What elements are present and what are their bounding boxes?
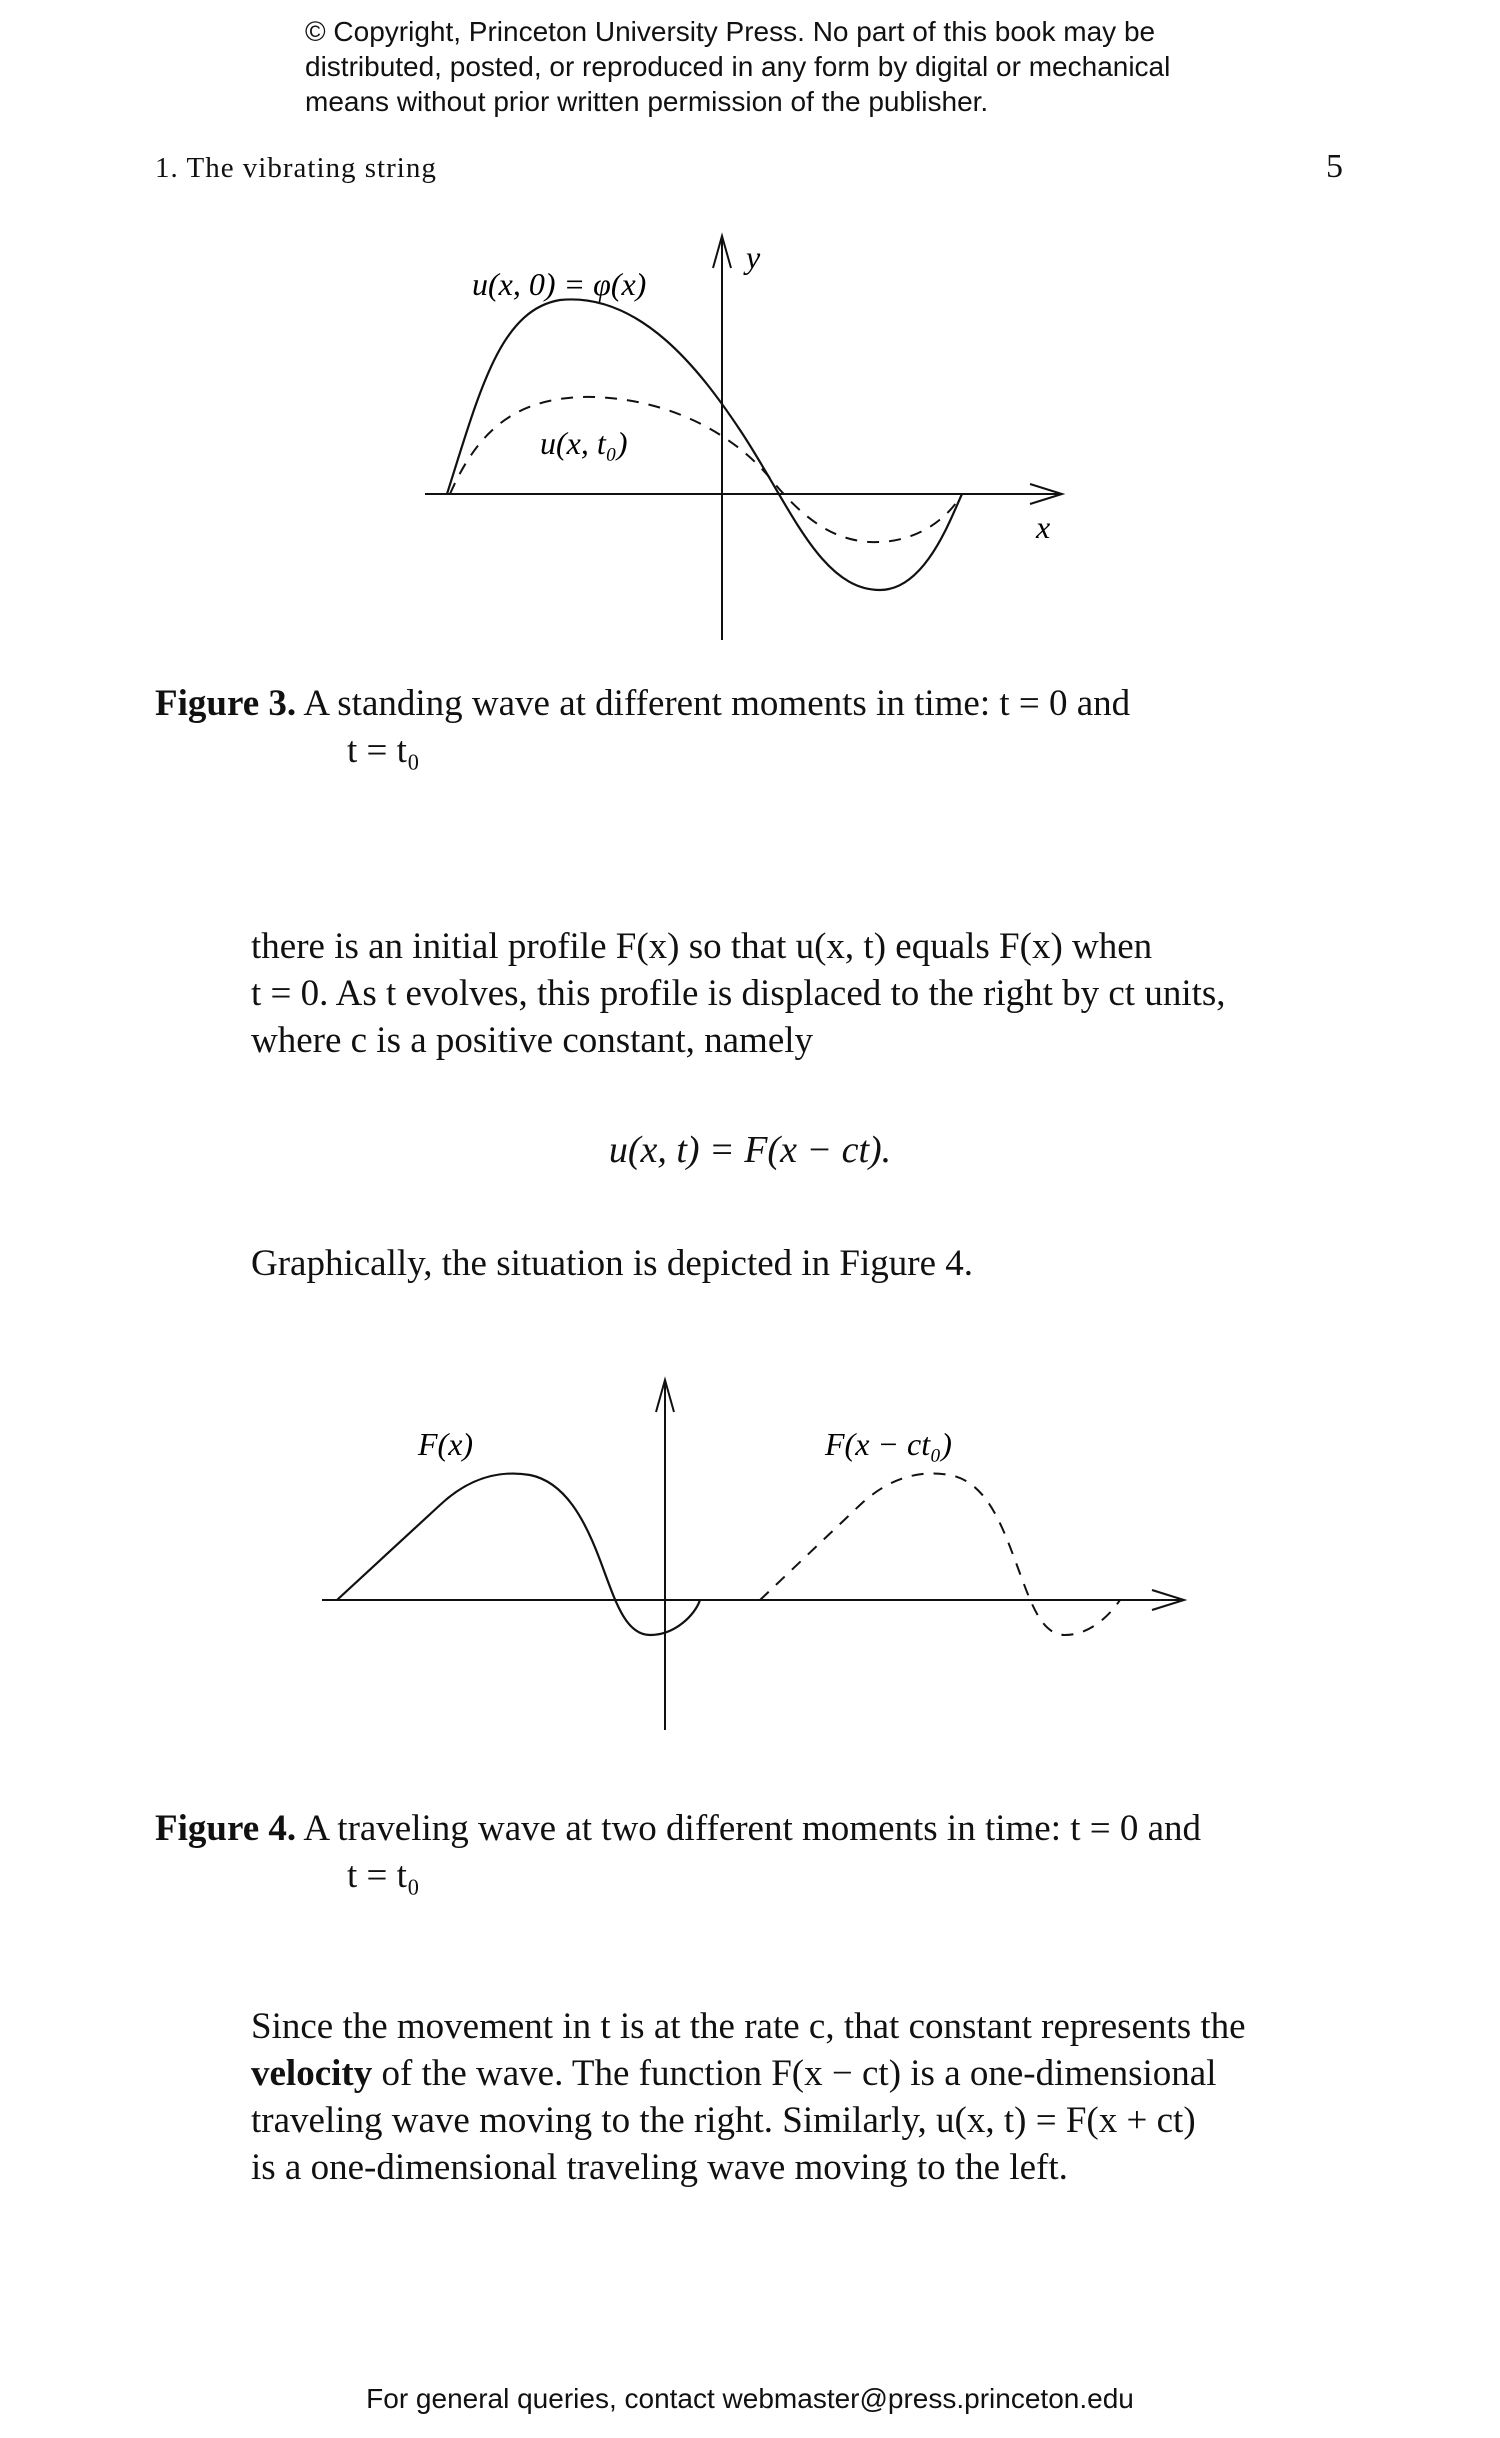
figure-4-caption-text-line2: t = t₀: [347, 1855, 420, 1896]
figure-3-caption: [155, 680, 1350, 774]
paragraph-line: where c is a positive constant, namely: [251, 1020, 814, 1061]
figure-4-caption-label: Figure 4.: [155, 1808, 297, 1849]
paragraph-traveling-wave-intro: [251, 923, 1349, 1064]
copyright-line: means without prior written permission of the publisher.: [305, 86, 989, 117]
footer-contact: For general queries, contact webmaster@press.princeton.edu: [366, 2383, 1134, 2414]
paragraph-line: t = 0. As t evolves, this profile is displaced to the right by ct units,: [251, 973, 1226, 1014]
page-number: 5: [1326, 148, 1343, 185]
figure-3-caption-label: Figure 3.: [155, 683, 297, 724]
figure-4-diagram: [0, 1370, 1500, 1750]
fig4-original-curve: [337, 1474, 700, 1635]
fig4-shifted-curve: [760, 1474, 1120, 1635]
fig4-label-shifted: F(x − ct₀): [825, 1426, 952, 1462]
term-velocity: velocity: [251, 2053, 373, 2094]
paragraph-line: is a one-dimensional traveling wave moving to the left.: [251, 2147, 1068, 2188]
paragraph-line-rest: of the wave. The function F(x − ct) is a one-dimensional: [381, 2053, 1217, 2094]
paragraph-figure-reference: Graphically, the situation is depicted in Figure 4.: [251, 1243, 974, 1284]
equation-traveling-wave: u(x, t) = F(x − ct).: [608, 1129, 892, 1171]
figure-4-caption-text: A traveling wave at two different moments in time: t = 0 and: [303, 1808, 1202, 1849]
running-head: 1. The vibrating string: [155, 152, 437, 184]
figure-3-caption-text-line2: t = t₀: [347, 730, 420, 771]
fig3-axis-x-label: x: [1036, 509, 1051, 545]
fig3-label-initial: u(x, 0) = φ(x): [472, 266, 647, 302]
fig4-label-original: F(x): [418, 1426, 474, 1462]
paragraph-line: Since the movement in t is at the rate c, that constant represents the: [251, 2006, 1246, 2047]
paragraph-velocity: [251, 2003, 1349, 2191]
figure-4-caption: [155, 1805, 1350, 1899]
paragraph-line: there is an initial profile F(x) so that u(x, t) equals F(x) when: [251, 926, 1153, 967]
fig3-initial-curve: [447, 299, 962, 590]
copyright-line: distributed, posted, or reproduced in any form by digital or mechanical: [305, 51, 1171, 82]
figure-3-caption-text: A standing wave at different moments in time: t = 0 and: [303, 683, 1131, 724]
fig3-later-curve: [450, 397, 962, 542]
figure-3-diagram: [0, 220, 1500, 650]
copyright-notice: [305, 14, 1265, 119]
copyright-line: © Copyright, Princeton University Press. No part of this book may be: [305, 16, 1156, 47]
paragraph-line: traveling wave moving to the right. Similarly, u(x, t) = F(x + ct): [251, 2100, 1196, 2141]
fig3-label-later: u(x, t₀): [540, 425, 628, 461]
fig3-axis-y-label: y: [746, 239, 761, 275]
paragraph-line: [251, 2050, 1349, 2097]
